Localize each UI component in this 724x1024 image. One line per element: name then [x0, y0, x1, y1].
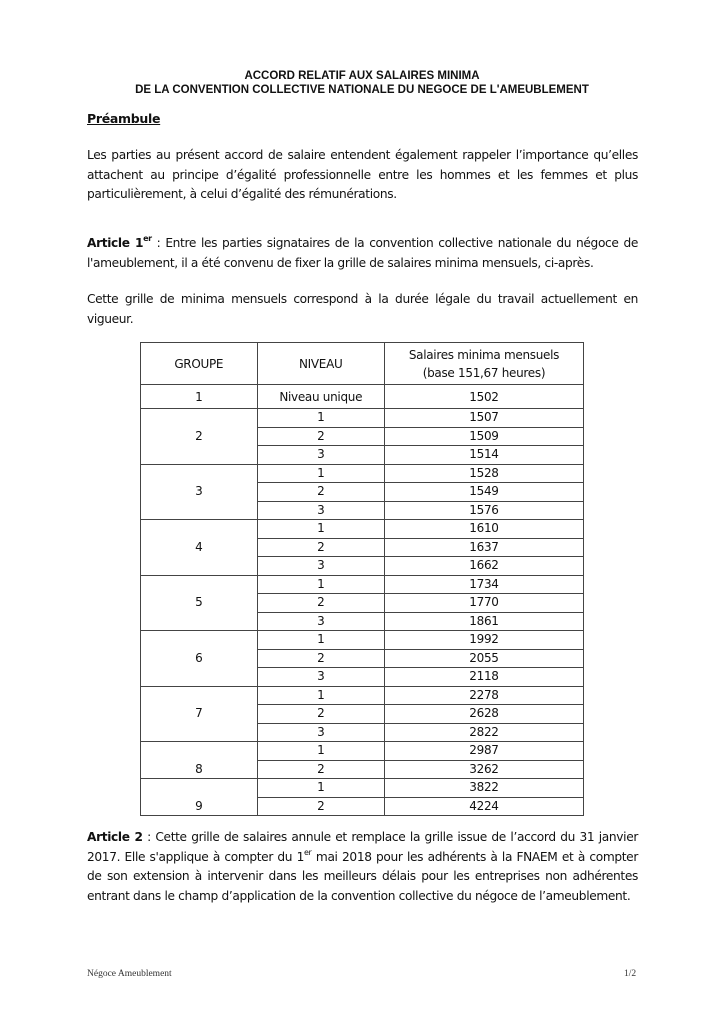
- header-salaire: Salaires minima mensuels (base 151,67 heures): [384, 343, 583, 385]
- cell-salaire: 1528: [384, 464, 583, 483]
- table-row: [141, 575, 584, 594]
- cell-niveau: 1: [257, 631, 384, 650]
- cell-salaire: 1861: [384, 612, 583, 631]
- table-row: [141, 779, 584, 798]
- article-1-label-superscript: er: [143, 234, 152, 243]
- table-row: [141, 631, 584, 650]
- table-row: [141, 385, 584, 409]
- footer-left: Négoce Ameublement: [87, 969, 172, 979]
- cell-niveau: 2: [257, 483, 384, 502]
- cell-salaire: 4224: [384, 797, 583, 816]
- cell-groupe: 4: [141, 520, 258, 576]
- cell-salaire: 3262: [384, 760, 583, 779]
- cell-groupe: 1: [141, 385, 258, 409]
- table-row: [141, 520, 584, 539]
- cell-niveau: 2: [257, 427, 384, 446]
- article-1-label: Article 1: [87, 236, 144, 250]
- article-2-text-b: mai 2018 pour les adhérents à la FNAEM et à compter de son extension à intervenir dans les meilleurs délais pour les entreprises non adhérentes entrant dans le champ d’application de la convention collective du négoce de l’ameublement.: [87, 849, 638, 903]
- cell-niveau: 3: [257, 668, 384, 687]
- cell-salaire: 3822: [384, 779, 583, 798]
- cell-groupe: 2: [141, 409, 258, 465]
- cell-niveau: 2: [257, 538, 384, 557]
- cell-salaire: 2628: [384, 705, 583, 724]
- cell-groupe: 7: [141, 686, 258, 742]
- cell-groupe: 8: [141, 742, 258, 779]
- cell-niveau: 2: [257, 760, 384, 779]
- cell-salaire: 2987: [384, 742, 583, 761]
- cell-niveau: 1: [257, 464, 384, 483]
- cell-groupe: 6: [141, 631, 258, 687]
- cell-salaire: 1576: [384, 501, 583, 520]
- cell-niveau: 1: [257, 686, 384, 705]
- cell-niveau: 2: [257, 649, 384, 668]
- cell-salaire: 1637: [384, 538, 583, 557]
- cell-niveau: 3: [257, 501, 384, 520]
- header-niveau: NIVEAU: [257, 343, 384, 385]
- cell-niveau: 1: [257, 520, 384, 539]
- cell-niveau: 2: [257, 594, 384, 613]
- cell-niveau: 3: [257, 612, 384, 631]
- article-2-superscript: er: [303, 847, 312, 857]
- table-body: [141, 385, 584, 816]
- cell-salaire: 1734: [384, 575, 583, 594]
- cell-niveau: 3: [257, 723, 384, 742]
- article-1-text: : Entre les parties signataires de la convention collective nationale du négoce de l'ameublement, il a été convenu de fixer la grille de salaires minima mensuels, ci-après.: [87, 236, 638, 270]
- salary-grid-table: [140, 342, 584, 816]
- article-2-text-a: : Cette grille de salaires annule et remplace la grille issue de l’accord du 31 janvier 2017. Elle s'applique à compter du 1: [87, 830, 639, 864]
- cell-salaire: 2055: [384, 649, 583, 668]
- cell-salaire: 1770: [384, 594, 583, 613]
- cell-niveau: 1: [257, 742, 384, 761]
- document-title-line2: DE LA CONVENTION COLLECTIVE NATIONALE DU NEGOCE DE L'AMEUBLEMENT: [135, 84, 589, 96]
- header-groupe: GROUPE: [141, 343, 258, 385]
- cell-niveau: 1: [257, 575, 384, 594]
- table-row: [141, 742, 584, 761]
- article-1-note-paragraph: Cette grille de minima mensuels correspond à la durée légale du travail actuellement en vigueur.: [87, 292, 638, 326]
- cell-niveau: 1: [257, 779, 384, 798]
- cell-niveau: 1: [257, 409, 384, 428]
- cell-niveau: 3: [257, 446, 384, 465]
- cell-salaire: 1662: [384, 557, 583, 576]
- article-2-paragraph: [87, 828, 638, 906]
- document-title-line1: ACCORD RELATIF AUX SALAIRES MINIMA: [244, 70, 480, 82]
- cell-salaire: 1992: [384, 631, 583, 650]
- cell-salaire: 2822: [384, 723, 583, 742]
- cell-salaire: 1502: [384, 385, 583, 409]
- table-row: [141, 686, 584, 705]
- cell-salaire: 1610: [384, 520, 583, 539]
- table-row: [141, 464, 584, 483]
- article-1-paragraph: [87, 234, 638, 273]
- footer-page-number: 1/2: [624, 969, 637, 979]
- cell-salaire: 1509: [384, 427, 583, 446]
- cell-groupe: 5: [141, 575, 258, 631]
- cell-salaire: 1507: [384, 409, 583, 428]
- preamble-heading: Préambule: [87, 111, 161, 126]
- cell-niveau: 3: [257, 557, 384, 576]
- table-header-row: [141, 343, 584, 385]
- cell-salaire: 2118: [384, 668, 583, 687]
- cell-niveau: 2: [257, 705, 384, 724]
- table-row: [141, 409, 584, 428]
- cell-groupe: 9: [141, 779, 258, 816]
- cell-salaire: 1514: [384, 446, 583, 465]
- cell-niveau: Niveau unique: [257, 385, 384, 409]
- cell-salaire: 1549: [384, 483, 583, 502]
- cell-salaire: 2278: [384, 686, 583, 705]
- cell-niveau: 2: [257, 797, 384, 816]
- preamble-paragraph: Les parties au présent accord de salaire entendent également rappeler l’importance qu’elles attachent au principe d’égalité professionnelle entre les hommes et les femmes et plus particulièrement, à celui d’égalité des rémunérations.: [87, 148, 638, 201]
- cell-groupe: 3: [141, 464, 258, 520]
- article-2-label: Article 2: [87, 830, 143, 844]
